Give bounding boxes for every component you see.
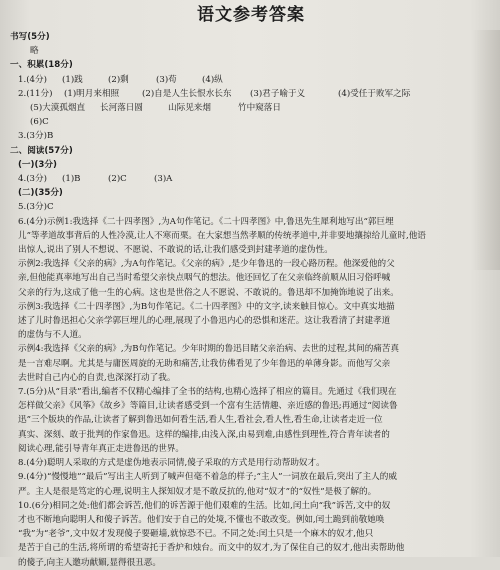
section-writing-heading: 书写(5分) — [10, 32, 50, 42]
q9-line: 9.(4分)“慢慢地”“最后”写出主人听到了喊声但毫不着急的样子;“主人”一词放在最后,突出了主人的威 — [18, 472, 397, 483]
section-accumulation-heading: 一、积累(18分) — [10, 60, 73, 71]
q6-line: 示例3:我选择《二十四孝图》,为B句作笔记。《二十四孝图》中的文字,读来触目惊心。文中真实地描 — [18, 301, 395, 312]
q2-opt4: (4)受任于败军之际 — [338, 88, 411, 99]
q10-line: 的傻子,向主人邀功献媚,显得很丑恶。 — [18, 557, 161, 568]
q1-opt3: (3)苟 — [156, 74, 177, 85]
q1-label: 1.(4分) — [18, 74, 47, 85]
q2-row2 — [10, 101, 492, 115]
q2-opt3: (3)君子喻于义 — [250, 88, 306, 99]
q7-line: 真实、深刻、敢于批判的作家鲁迅。这样的编排,由浅入深,由易到难,由感性到理性,符合青年读者的 — [18, 429, 390, 440]
q7-line: 怎样做父亲》《风筝》《故乡》等篇目,让读者感受到一个富有生活情趣、亲近感的鲁迅;再通过“阅读鲁 — [18, 401, 398, 412]
section-writing-answer: 略 — [30, 46, 39, 57]
q2-opt1: (1)明月来相照 — [64, 88, 120, 99]
q4-row — [10, 172, 492, 186]
q1-opt2: (2)剩 — [108, 74, 129, 85]
q10-line: “我”为“老爷”,文中奴才发现傻子要砸墙,就惊恐不已。不同之处:闰土只是一个麻木的奴才,他只 — [18, 529, 374, 540]
q4-opt3: (3)A — [154, 174, 173, 185]
q2-label: 2.(11分) — [18, 88, 53, 99]
q6-answer — [10, 215, 492, 385]
q4-opt2: (2)C — [108, 174, 127, 185]
q7-line: 阅读心理,能引导青年真正走进鲁迅的世界。 — [18, 443, 185, 454]
q6-line: 6.(4分)示例1:我选择《二十四孝图》,为A句作笔记。《二十四孝图》中,鲁迅先生犀利地写出“郭巨埋 — [18, 216, 394, 227]
q6-line: 示例4:我选择《父亲的病》,为B句作笔记。少年时期的鲁迅目睹父亲治病、去世的过程,其间的痛苦真 — [18, 344, 400, 355]
q6-line: 是一言难尽啊。尤其是与庸医周旋的无助和痛苦,让我仿佛看见了少年鲁迅的单薄身影。而他写父亲 — [18, 358, 391, 369]
q10-line: 是苦于自己的生活,将所谓的希望寄托于香炉和烛台。而文中的奴才,为了保住自己的奴才,他出卖帮助他 — [18, 543, 405, 554]
q4-opt1: (1)B — [62, 174, 81, 185]
q2-opt5c: 山际见来烟 — [168, 103, 211, 114]
q6-line: 出惊人,说出了别人不想说、不愿说、不敢说的话,让我们感受到封建孝道的虚伪性。 — [18, 245, 333, 256]
q10-line: 才也不断地向聪明人和傻子诉苦。他们安于自己的处境,不懂也不敢改变。例如,闰土跪到前敬她唤 — [18, 514, 385, 525]
section-reading-heading: 二、阅读(57分) — [10, 145, 73, 156]
q5-answer: 5.(3分)C — [18, 202, 54, 213]
q6-line: 去世时自己内心的自责,也深深打动了我。 — [18, 372, 176, 383]
q10-line: 10.(6分)相同之处:他们都会诉苦,他们的诉苦源于他们艰难的生活。比如,闰土向“我”诉苦,文中的奴 — [18, 500, 391, 511]
q1-row — [10, 73, 492, 87]
q6-line: 亲,但他能真率地写出自己当时希望父亲快点咽气的想法。他还回忆了在父亲临终前顺从旧习俗呼喊 — [18, 273, 391, 284]
q2-opt5a: (5)大漠孤烟直 — [30, 103, 86, 114]
q2-opt5b: 长河落日圆 — [100, 103, 143, 114]
q6-line: 示例2:我选择《父亲的病》,为A句作笔记。《父亲的病》,是少年鲁迅的一段心路历程。他深爱他的父 — [18, 259, 395, 270]
q3-answer: 3.(3分)B — [18, 131, 54, 142]
q9-answer — [10, 470, 492, 498]
q9-line: 严。主人是很是笃定的心理,说明主人探知奴才是不敢反抗的,他对“奴才”的“奴性”是极了解的。 — [18, 486, 377, 497]
q6-line: 的虚伪与不人道。 — [18, 330, 87, 341]
q7-answer — [10, 385, 492, 456]
q4-label: 4.(3分) — [18, 174, 47, 185]
q8-answer: 8.(4分)聪明人采取的方式是虚伪地表示同情,傻子采取的方式是用行动帮助奴才。 — [18, 458, 325, 469]
q1-opt4: (4)纵 — [202, 74, 223, 85]
q10-answer — [10, 499, 492, 570]
q2-row1 — [10, 87, 492, 101]
page-title: 语文参考答案 — [197, 5, 305, 25]
q6-line: 儿”等孝道故事背后的人性冷漠,让人不寒而栗。在大家想当然孝顺的传统孝道中,并非要地攘掠给儿童时,他语 — [18, 230, 426, 241]
q2-opt2: (2)自是人生长恨水长东 — [142, 88, 232, 99]
reading-part1-heading: (一)(3分) — [18, 159, 57, 170]
reading-part2-heading: (二)(35分) — [18, 188, 63, 199]
q1-opt1: (1)践 — [62, 74, 83, 85]
q2-opt5d: 竹中窥落日 — [238, 103, 281, 114]
q7-line: 7.(5分)从“目录”看出,编者不仅精心编排了全书的结构,也精心选择了相应的篇目。先通过《我们现在 — [18, 387, 397, 398]
q2-opt6: (6)C — [30, 117, 49, 128]
q7-line: 迅”三个版块的作品,让读者了解到鲁迅如何看生活,看人生,看社会,看人性,看生命,让读者走近一位 — [18, 415, 383, 426]
q6-line: 父亲的行为,这成了他一生的心病。这也是世俗之人不愿说、不敢说的。鲁迅却不加掩饰地说了出来。 — [18, 287, 399, 298]
q6-line: 述了儿时鲁迅担心父亲学郭巨埋儿的心理,展现了小鲁迅内心的恐惧和迷茫。这让我看清了封建孝道 — [18, 316, 391, 327]
